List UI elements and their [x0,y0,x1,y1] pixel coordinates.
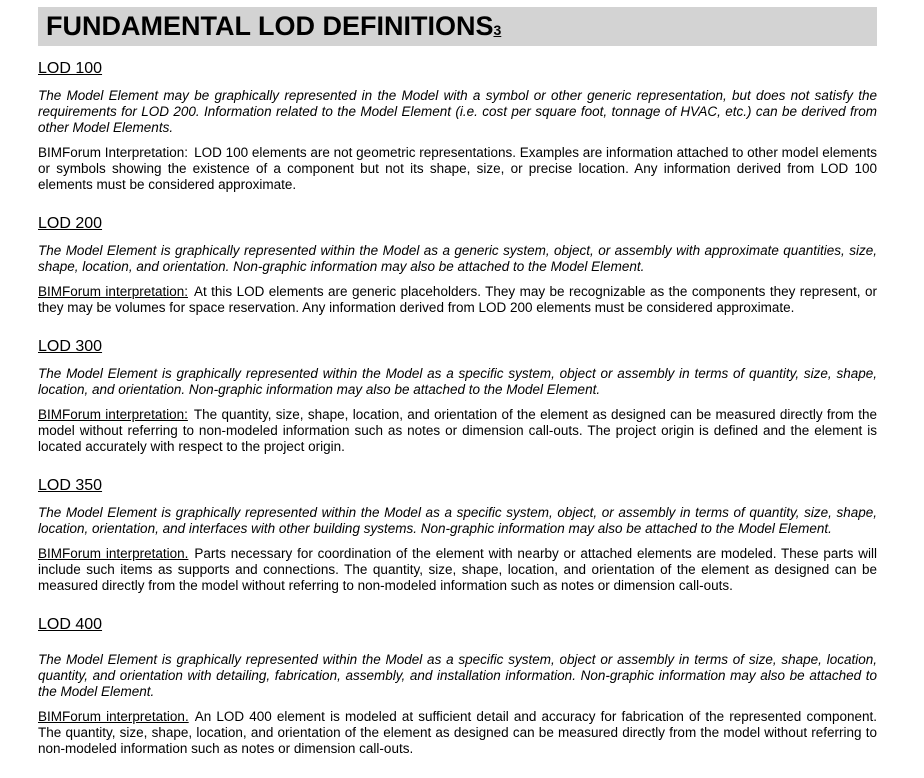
lod-section-heading: LOD 100 [38,60,103,77]
bimforum-interpretation [38,284,877,316]
title-band [38,7,877,46]
lod-section [38,477,877,594]
bimforum-interpretation [38,145,877,193]
bimforum-interpretation-label: BIMForum interpretation. [38,546,189,561]
lod-definition-text: The Model Element is graphically represented within the Model as a specific system, object or assembly in terms of quantity, size, shape, location, and orientation. Non-graphic information may also be attached to the Model Element. [38,366,877,397]
lod-section-heading: LOD 400 [38,616,103,633]
sections [38,60,877,757]
bimforum-interpretation-label: BIMForum Interpretation: [38,145,189,160]
bimforum-interpretation-text: Parts necessary for coordination of the element with nearby or attached elements are modeled. These parts will include such items as supports and connections. The quantity, size, shape, location, and orientation of the element as designed can be measured directly from the model without referring to non-modeled information such as notes or dimension call-outs. [38,546,877,593]
lod-section [38,215,877,316]
bimforum-interpretation-text: An LOD 400 element is modeled at sufficient detail and accuracy for fabrication of the represented component. The quantity, size, shape, location, and orientation of the element as designed can be measured directly from the model without referring to non-modeled information such as notes or dimension call-outs. [38,709,878,756]
lod-definition-text: The Model Element is graphically represented within the Model as a specific system, object, or assembly in terms of quantity, size, shape, location, orientation, and interfaces with other building systems. Non-graphic information may also be attached to the Model Element. [38,505,877,536]
bimforum-interpretation-text: The quantity, size, shape, location, and orientation of the element as designed can be measured directly from the model without referring to non-modeled information such as notes or dimension call-outs. The project origin is defined and the element is located accurately with respect to the project origin. [38,407,877,454]
footnote-reference: 3 [493,22,502,38]
lod-section-heading: LOD 350 [38,477,103,494]
lod-section-heading: LOD 300 [38,338,103,355]
bimforum-interpretation-label: BIMForum interpretation: [38,407,188,422]
lod-section-heading: LOD 200 [38,215,103,232]
bimforum-interpretation [38,709,877,757]
bimforum-interpretation [38,546,877,594]
lod-definition-text: The Model Element may be graphically represented in the Model with a symbol or other generic representation, but does not satisfy the requirements for LOD 200. Information related to the Model Element (i.e. cost per square foot, tonnage of HVAC, etc.) can be derived from other Model Elements. [38,88,877,135]
bimforum-interpretation [38,407,877,455]
lod-section [38,338,877,455]
bimforum-interpretation-text: At this LOD elements are generic placeholders. They may be recognizable as the components they represent, or they may be volumes for space reservation. Any information derived from LOD 200 elements must be considered approximate. [38,284,877,315]
lod-definition-text: The Model Element is graphically represented within the Model as a specific system, object or assembly in terms of size, shape, location, quantity, and orientation with detailing, fabrication, assembly, and installation information. Non-graphic information may also be attached to the Model Element. [38,652,877,699]
lod-section [38,60,877,193]
lod-definition-text: The Model Element is graphically represented within the Model as a generic system, object, or assembly with approximate quantities, size, shape, location, and orientation. Non-graphic information may also be attached to the Model Element. [38,243,877,274]
bimforum-interpretation-label: BIMForum interpretation: [38,284,188,299]
page-title: FUNDAMENTAL LOD DEFINITIONS [46,11,494,41]
bimforum-interpretation-label: BIMForum interpretation. [38,709,189,724]
lod-section [38,616,877,757]
bimforum-interpretation-text: LOD 100 elements are not geometric representations. Examples are information attached to other model elements or symbols showing the existence of a component but not its shape, size, or precise location. Any information derived from LOD 100 elements must be considered approximate. [38,145,877,192]
